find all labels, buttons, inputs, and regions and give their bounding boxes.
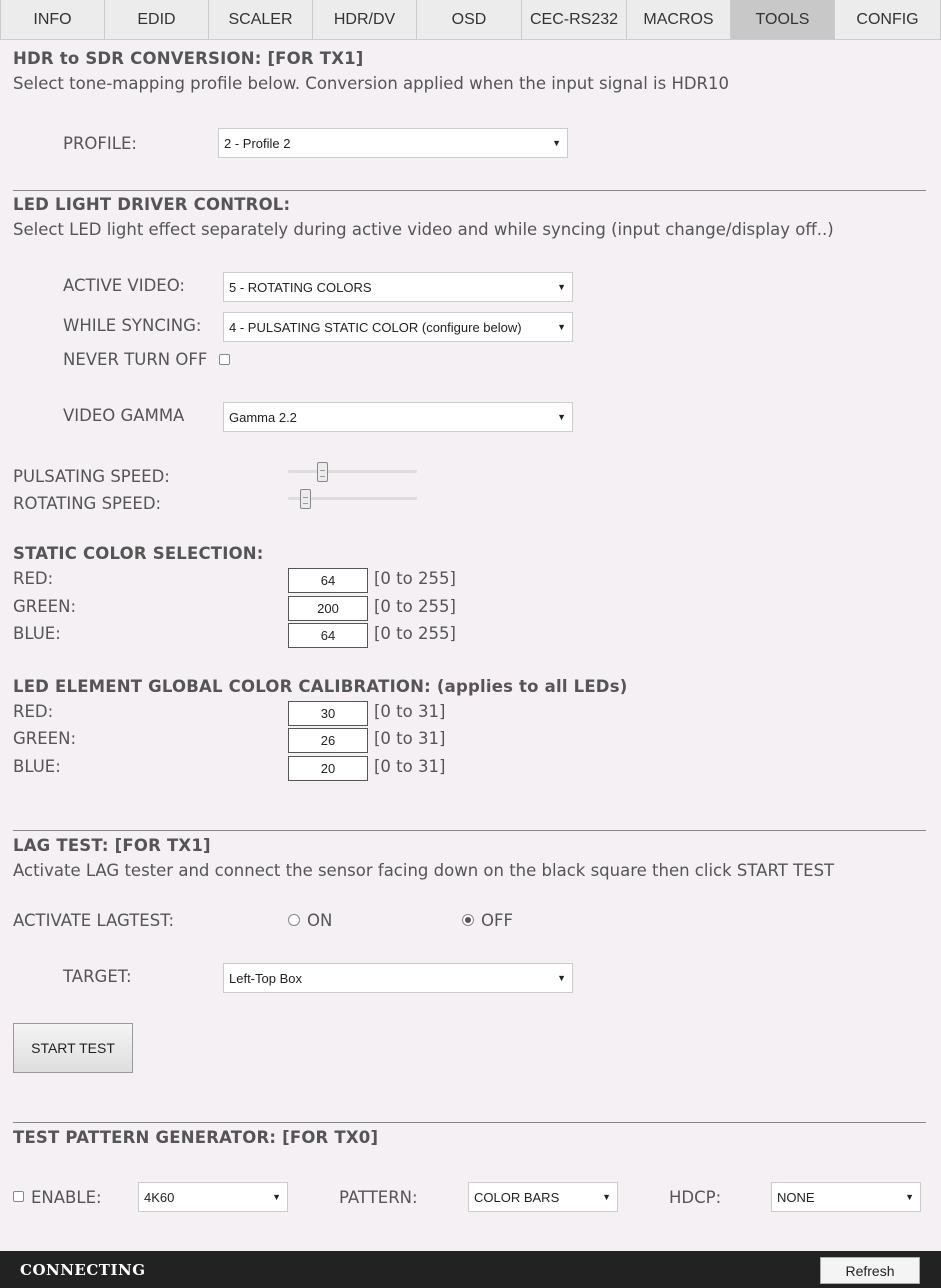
dropdown-arrow-icon: ▼ <box>557 322 566 332</box>
video-gamma-label: VIDEO GAMMA <box>63 406 185 425</box>
tab-bar <box>0 0 941 40</box>
lag-test-description: Activate LAG tester and connect the sensor facing down on the black square then click START TEST <box>13 861 835 880</box>
tab-osd[interactable]: OSD <box>416 0 522 40</box>
cal-red-label: RED: <box>13 702 54 721</box>
cal-blue-input[interactable]: 20 <box>288 756 368 781</box>
static-red-range: [0 to 255] <box>374 569 456 588</box>
test-pattern-title: TEST PATTERN GENERATOR: [FOR TX0] <box>13 1128 379 1147</box>
video-gamma-select[interactable] <box>223 402 573 432</box>
static-blue-range: [0 to 255] <box>374 624 456 643</box>
enable-pattern-checkbox[interactable] <box>13 1191 24 1202</box>
cal-red-range: [0 to 31] <box>374 702 446 721</box>
status-bar <box>0 1251 941 1288</box>
profile-label: PROFILE: <box>63 134 137 153</box>
hdr-section-title: HDR to SDR CONVERSION: [FOR TX1] <box>13 49 364 68</box>
static-green-label: GREEN: <box>13 597 77 616</box>
calibration-title: LED ELEMENT GLOBAL COLOR CALIBRATION: (applies to all LEDs) <box>13 677 628 696</box>
static-color-title: STATIC COLOR SELECTION: <box>13 544 264 563</box>
led-section-title: LED LIGHT DRIVER CONTROL: <box>13 195 291 214</box>
cal-red-input[interactable]: 30 <box>288 701 368 726</box>
dropdown-arrow-icon: ▼ <box>905 1192 914 1202</box>
hdcp-select-value: NONE <box>777 1189 815 1205</box>
tab-info[interactable]: INFO <box>0 0 105 40</box>
profile-select-value: 2 - Profile 2 <box>224 135 291 151</box>
refresh-button[interactable]: Refresh <box>820 1257 920 1284</box>
lag-test-title: LAG TEST: [FOR TX1] <box>13 836 211 855</box>
cal-blue-range: [0 to 31] <box>374 757 446 776</box>
dropdown-arrow-icon: ▼ <box>557 282 566 292</box>
lagtest-off-radio[interactable] <box>462 914 474 926</box>
hdcp-select[interactable] <box>771 1182 921 1212</box>
tab-tools[interactable]: TOOLS <box>730 0 835 40</box>
lagtest-on-label: ON <box>307 911 333 930</box>
connection-status: CONNECTING <box>20 1261 146 1279</box>
enable-label: ENABLE: <box>31 1188 102 1207</box>
while-syncing-select[interactable] <box>223 312 573 342</box>
active-video-select-value: 5 - ROTATING COLORS <box>229 279 372 295</box>
pattern-select-value: COLOR BARS <box>474 1189 560 1205</box>
pattern-select[interactable] <box>468 1182 618 1212</box>
tab-cec-rs232[interactable]: CEC-RS232 <box>521 0 627 40</box>
target-select[interactable] <box>223 963 573 993</box>
divider <box>13 1122 926 1123</box>
tab-hdr-dv[interactable]: HDR/DV <box>312 0 417 40</box>
tab-config[interactable]: CONFIG <box>834 0 941 40</box>
tab-scaler[interactable]: SCALER <box>208 0 313 40</box>
resolution-select-value: 4K60 <box>144 1189 175 1205</box>
lagtest-on-radio[interactable] <box>288 914 300 926</box>
dropdown-arrow-icon: ▼ <box>552 138 561 148</box>
static-green-input[interactable]: 200 <box>288 596 368 621</box>
static-green-range: [0 to 255] <box>374 597 456 616</box>
active-video-label: ACTIVE VIDEO: <box>63 276 185 295</box>
cal-green-range: [0 to 31] <box>374 729 446 748</box>
video-gamma-select-value: Gamma 2.2 <box>229 409 297 425</box>
divider <box>13 830 926 831</box>
dropdown-arrow-icon: ▼ <box>272 1192 281 1202</box>
rotating-speed-label: ROTATING SPEED: <box>13 494 162 513</box>
hdr-description: Select tone-mapping profile below. Conversion applied when the input signal is HDR10 <box>13 74 730 93</box>
pulsating-speed-label: PULSATING SPEED: <box>13 467 170 486</box>
while-syncing-label: WHILE SYNCING: <box>63 316 202 335</box>
pulsating-speed-slider-handle[interactable] <box>317 462 328 482</box>
led-description: Select LED light effect separately during active video and while syncing (input change/display off..) <box>13 220 834 239</box>
active-video-select[interactable] <box>223 272 573 302</box>
divider <box>13 190 926 191</box>
dropdown-arrow-icon: ▼ <box>557 973 566 983</box>
hdcp-label: HDCP: <box>669 1188 722 1207</box>
cal-green-label: GREEN: <box>13 729 77 748</box>
dropdown-arrow-icon: ▼ <box>602 1192 611 1202</box>
tab-macros[interactable]: MACROS <box>626 0 731 40</box>
pattern-label: PATTERN: <box>339 1188 418 1207</box>
target-select-value: Left-Top Box <box>229 970 302 986</box>
start-test-button[interactable]: START TEST <box>13 1023 133 1073</box>
never-turn-off-label: NEVER TURN OFF <box>63 350 208 369</box>
cal-blue-label: BLUE: <box>13 757 61 776</box>
pulsating-speed-slider[interactable] <box>288 470 417 473</box>
dropdown-arrow-icon: ▼ <box>557 412 566 422</box>
profile-select[interactable] <box>218 128 568 158</box>
rotating-speed-slider-handle[interactable] <box>300 489 311 509</box>
static-red-label: RED: <box>13 569 54 588</box>
never-turn-off-checkbox[interactable] <box>219 354 230 365</box>
lagtest-off-label: OFF <box>481 911 513 930</box>
static-blue-input[interactable]: 64 <box>288 623 368 648</box>
cal-green-input[interactable]: 26 <box>288 728 368 753</box>
activate-lagtest-label: ACTIVATE LAGTEST: <box>13 911 175 930</box>
static-blue-label: BLUE: <box>13 624 61 643</box>
tab-edid[interactable]: EDID <box>104 0 209 40</box>
static-red-input[interactable]: 64 <box>288 568 368 593</box>
while-syncing-select-value: 4 - PULSATING STATIC COLOR (configure below) <box>229 319 522 335</box>
resolution-select[interactable] <box>138 1182 288 1212</box>
target-label: TARGET: <box>63 967 132 986</box>
